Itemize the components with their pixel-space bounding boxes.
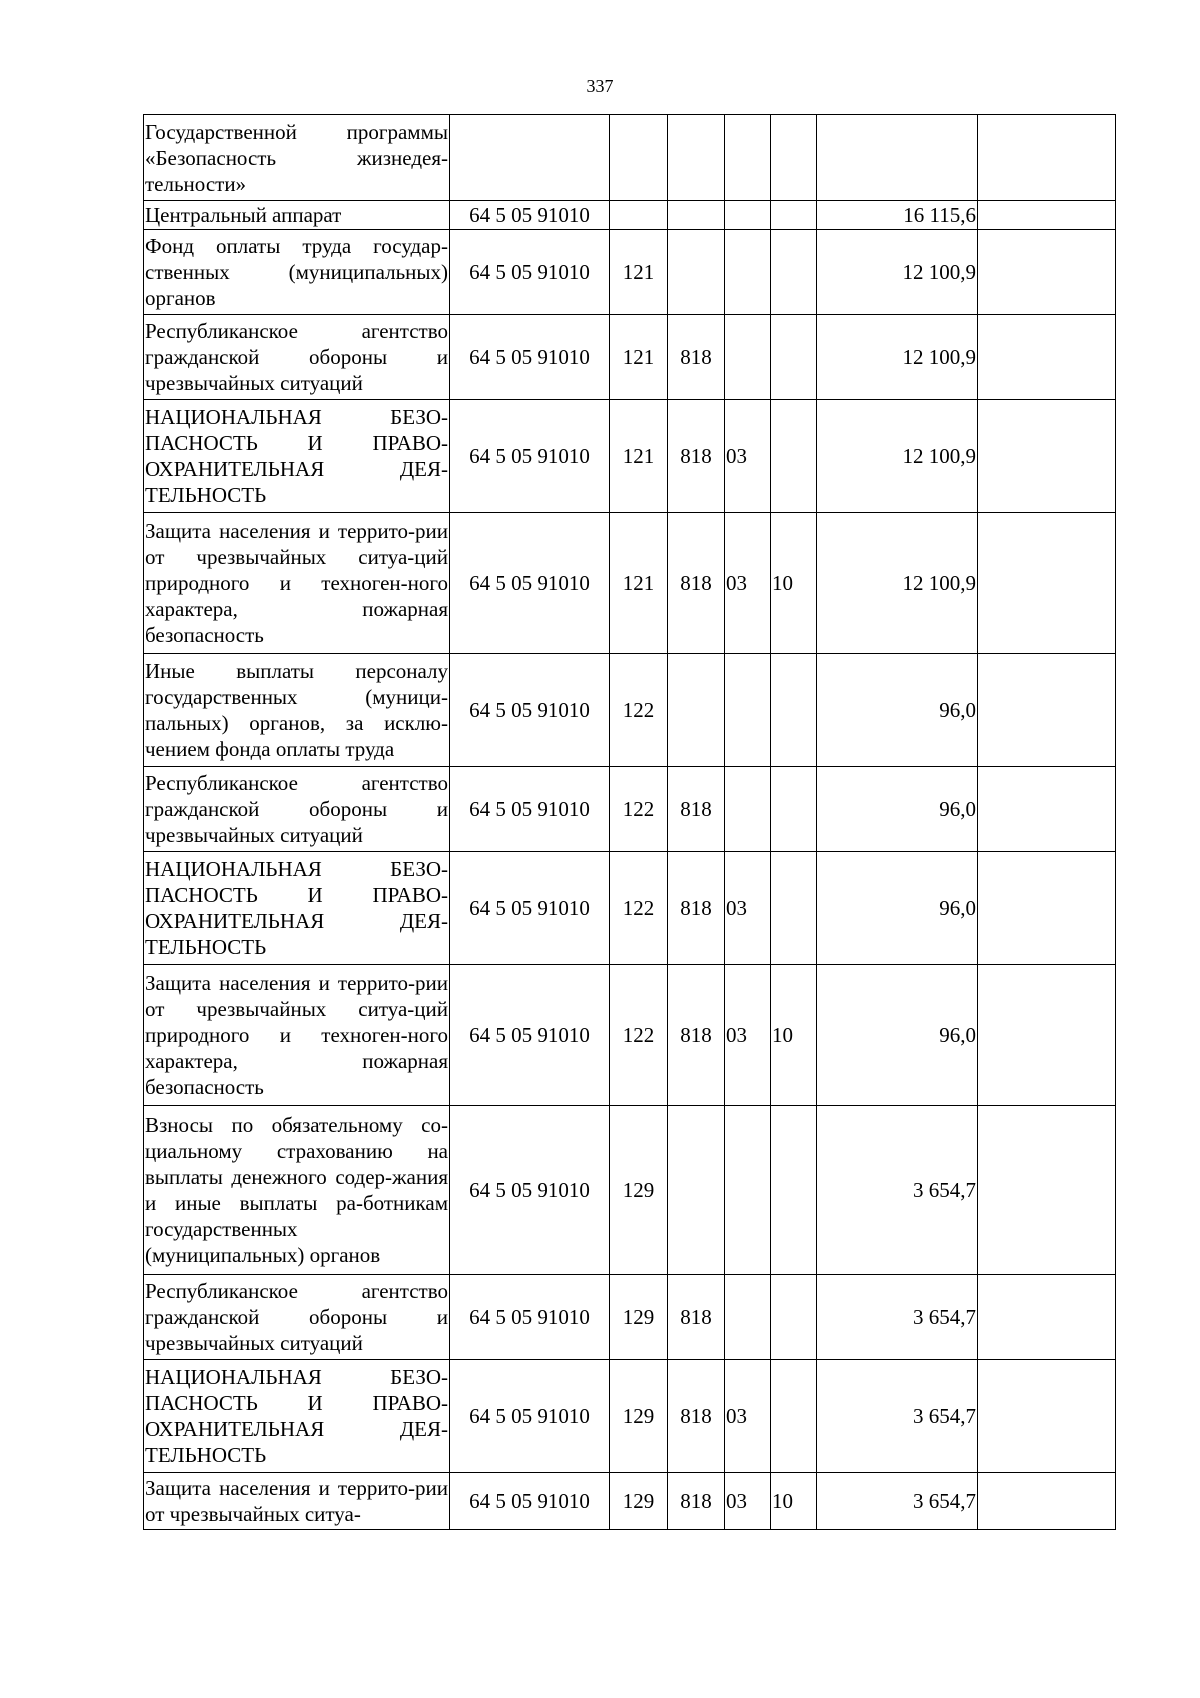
row-name-cell: Взносы по обязательному со-циальному страхованию на выплаты денежного содер-жания и иные выплаты ра-ботникам государственных (муниципальных) органов xyxy=(144,1106,450,1275)
expense-type-cell: 129 xyxy=(610,1275,668,1360)
ministry-code-cell: 818 xyxy=(668,767,725,852)
ministry-code-cell: 818 xyxy=(668,1275,725,1360)
extra-cell xyxy=(978,1106,1116,1275)
extra-cell xyxy=(978,965,1116,1106)
row-name-cell: Защита населения и террито-рии от чрезвычайных ситуа-ций природного и техноген-ного характера, пожарная безопасность xyxy=(144,965,450,1106)
expense-type-cell: 121 xyxy=(610,315,668,400)
section-cell: 03 xyxy=(725,852,771,965)
amount-cell: 96,0 xyxy=(817,852,978,965)
subsection-cell xyxy=(771,115,817,201)
table-row xyxy=(144,1275,1116,1360)
extra-cell xyxy=(978,1275,1116,1360)
amount-cell: 12 100,9 xyxy=(817,513,978,654)
subsection-cell xyxy=(771,230,817,315)
target-article-cell: 64 5 05 91010 xyxy=(450,1473,610,1530)
ministry-code-cell: 818 xyxy=(668,513,725,654)
row-name-cell: Защита населения и террито-рии от чрезвычайных ситуа- xyxy=(144,1473,450,1530)
section-cell xyxy=(725,1106,771,1275)
table-row xyxy=(144,513,1116,654)
expense-type-cell: 121 xyxy=(610,400,668,513)
section-cell: 03 xyxy=(725,513,771,654)
ministry-code-cell xyxy=(668,201,725,230)
row-name-cell: НАЦИОНАЛЬНАЯ БЕЗО-ПАСНОСТЬ И ПРАВО-ОХРАНИТЕЛЬНАЯ ДЕЯ-ТЕЛЬНОСТЬ xyxy=(144,852,450,965)
table-row xyxy=(144,115,1116,201)
page-number: 337 xyxy=(586,76,614,96)
section-cell: 03 xyxy=(725,965,771,1106)
table-row xyxy=(144,1106,1116,1275)
subsection-cell xyxy=(771,315,817,400)
subsection-cell xyxy=(771,654,817,767)
row-name-cell: НАЦИОНАЛЬНАЯ БЕЗО-ПАСНОСТЬ И ПРАВО-ОХРАНИТЕЛЬНАЯ ДЕЯ-ТЕЛЬНОСТЬ xyxy=(144,1360,450,1473)
target-article-cell: 64 5 05 91010 xyxy=(450,201,610,230)
target-article-cell: 64 5 05 91010 xyxy=(450,767,610,852)
amount-cell: 12 100,9 xyxy=(817,230,978,315)
subsection-cell xyxy=(771,1106,817,1275)
section-cell xyxy=(725,1275,771,1360)
expense-type-cell: 129 xyxy=(610,1473,668,1530)
target-article-cell: 64 5 05 91010 xyxy=(450,315,610,400)
row-name-cell: Фонд оплаты труда государ-ственных (муниципальных) органов xyxy=(144,230,450,315)
subsection-cell xyxy=(771,201,817,230)
row-name-cell: Республиканское агентство гражданской обороны и чрезвычайных ситуаций xyxy=(144,315,450,400)
expense-type-cell: 122 xyxy=(610,852,668,965)
amount-cell: 3 654,7 xyxy=(817,1275,978,1360)
extra-cell xyxy=(978,513,1116,654)
budget-table xyxy=(143,114,1116,1530)
expense-type-cell: 121 xyxy=(610,230,668,315)
row-name-cell: Иные выплаты персоналу государственных (муници-пальных) органов, за исклю-чением фонда оплаты труда xyxy=(144,654,450,767)
amount-cell: 16 115,6 xyxy=(817,201,978,230)
subsection-cell: 10 xyxy=(771,513,817,654)
extra-cell xyxy=(978,767,1116,852)
amount-cell: 3 654,7 xyxy=(817,1360,978,1473)
ministry-code-cell: 818 xyxy=(668,852,725,965)
extra-cell xyxy=(978,201,1116,230)
target-article-cell: 64 5 05 91010 xyxy=(450,400,610,513)
table-row xyxy=(144,230,1116,315)
table-row xyxy=(144,201,1116,230)
row-name-cell: НАЦИОНАЛЬНАЯ БЕЗО-ПАСНОСТЬ И ПРАВО-ОХРАНИТЕЛЬНАЯ ДЕЯ-ТЕЛЬНОСТЬ xyxy=(144,400,450,513)
section-cell: 03 xyxy=(725,400,771,513)
ministry-code-cell: 818 xyxy=(668,965,725,1106)
target-article-cell xyxy=(450,115,610,201)
table-row xyxy=(144,1360,1116,1473)
section-cell xyxy=(725,230,771,315)
expense-type-cell: 122 xyxy=(610,654,668,767)
expense-type-cell xyxy=(610,201,668,230)
extra-cell xyxy=(978,1473,1116,1530)
extra-cell xyxy=(978,400,1116,513)
subsection-cell: 10 xyxy=(771,965,817,1106)
target-article-cell: 64 5 05 91010 xyxy=(450,965,610,1106)
table-row xyxy=(144,965,1116,1106)
row-name-cell: Республиканское агентство гражданской обороны и чрезвычайных ситуаций xyxy=(144,1275,450,1360)
subsection-cell xyxy=(771,1360,817,1473)
section-cell xyxy=(725,654,771,767)
row-name-cell: Защита населения и террито-рии от чрезвычайных ситуа-ций природного и техноген-ного характера, пожарная безопасность xyxy=(144,513,450,654)
target-article-cell: 64 5 05 91010 xyxy=(450,852,610,965)
expense-type-cell: 122 xyxy=(610,965,668,1106)
subsection-cell xyxy=(771,852,817,965)
ministry-code-cell: 818 xyxy=(668,315,725,400)
table-row xyxy=(144,767,1116,852)
ministry-code-cell xyxy=(668,230,725,315)
table-row xyxy=(144,400,1116,513)
extra-cell xyxy=(978,1360,1116,1473)
extra-cell xyxy=(978,115,1116,201)
row-name-cell: Государственной программы «Безопасность жизнедея-тельности» xyxy=(144,115,450,201)
extra-cell xyxy=(978,852,1116,965)
section-cell xyxy=(725,315,771,400)
section-cell xyxy=(725,115,771,201)
amount-cell: 3 654,7 xyxy=(817,1106,978,1275)
target-article-cell: 64 5 05 91010 xyxy=(450,513,610,654)
expense-type-cell: 121 xyxy=(610,513,668,654)
amount-cell: 96,0 xyxy=(817,654,978,767)
target-article-cell: 64 5 05 91010 xyxy=(450,230,610,315)
amount-cell: 12 100,9 xyxy=(817,400,978,513)
table-body xyxy=(144,115,1116,1530)
amount-cell: 12 100,9 xyxy=(817,315,978,400)
table-row xyxy=(144,654,1116,767)
ministry-code-cell: 818 xyxy=(668,1360,725,1473)
amount-cell xyxy=(817,115,978,201)
amount-cell: 3 654,7 xyxy=(817,1473,978,1530)
expense-type-cell: 129 xyxy=(610,1360,668,1473)
section-cell: 03 xyxy=(725,1473,771,1530)
target-article-cell: 64 5 05 91010 xyxy=(450,1275,610,1360)
target-article-cell: 64 5 05 91010 xyxy=(450,1360,610,1473)
ministry-code-cell xyxy=(668,115,725,201)
table-row xyxy=(144,1473,1116,1530)
table-row xyxy=(144,315,1116,400)
expense-type-cell: 129 xyxy=(610,1106,668,1275)
ministry-code-cell: 818 xyxy=(668,400,725,513)
target-article-cell: 64 5 05 91010 xyxy=(450,1106,610,1275)
expense-type-cell xyxy=(610,115,668,201)
subsection-cell xyxy=(771,400,817,513)
ministry-code-cell xyxy=(668,654,725,767)
table-row xyxy=(144,852,1116,965)
section-cell xyxy=(725,201,771,230)
subsection-cell xyxy=(771,767,817,852)
subsection-cell xyxy=(771,1275,817,1360)
section-cell: 03 xyxy=(725,1360,771,1473)
target-article-cell: 64 5 05 91010 xyxy=(450,654,610,767)
ministry-code-cell xyxy=(668,1106,725,1275)
extra-cell xyxy=(978,230,1116,315)
expense-type-cell: 122 xyxy=(610,767,668,852)
amount-cell: 96,0 xyxy=(817,767,978,852)
ministry-code-cell: 818 xyxy=(668,1473,725,1530)
row-name-cell: Республиканское агентство гражданской обороны и чрезвычайных ситуаций xyxy=(144,767,450,852)
subsection-cell: 10 xyxy=(771,1473,817,1530)
section-cell xyxy=(725,767,771,852)
row-name-cell: Центральный аппарат xyxy=(144,201,450,230)
extra-cell xyxy=(978,654,1116,767)
extra-cell xyxy=(978,315,1116,400)
amount-cell: 96,0 xyxy=(817,965,978,1106)
